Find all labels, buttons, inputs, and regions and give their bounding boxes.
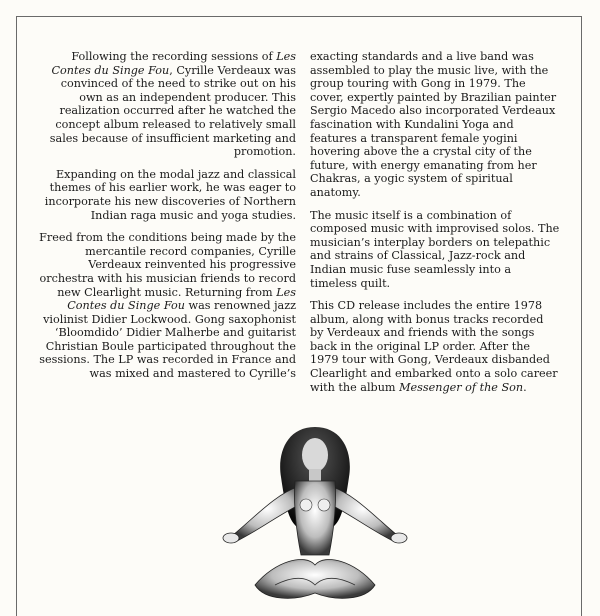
left-paragraph-3: Freed from the conditions being made by the mercantile record companies, Cyrille Verdeaux reinvented his progressive orchestra with his musician friends to record new Clearlight music. Returning from Les Contes du Singe Fou was renowned jazz violinist Didier Lockwood. Gong saxophonist ‘Bloomdido’ Didier Malherbe and guitarist Christian Boule participated throughout the sessions. The LP was recorded in France and was mixed and mastered to Cyrille’s bbox=[39, 231, 296, 381]
italic-title: Les Contes du Singe Fou bbox=[67, 285, 296, 313]
right-paragraph-2: The music itself is a combination of composed music with improvised solos. The musician’s interplay borders on telepathic and strains of Classical, Jazz-rock and Indian music fuse seamlessly into a timeless quilt. bbox=[310, 208, 560, 290]
meditating-yogini-icon bbox=[215, 425, 415, 605]
left-text-column bbox=[38, 50, 296, 390]
left-paragraph-2: Expanding on the modal jazz and classical themes of his earlier work, he was eager to incorporate his new discoveries of Northern Indian raga music and yoga studies. bbox=[44, 167, 296, 222]
right-paragraph-3: This CD release includes the entire 1978 album, along with bonus tracks recorded by Verdeaux and friends with the songs back in the original LP order. After the 1979 tour with Gong, Verdeaux disbanded Clearlight and embarked onto a solo career with the album Messenger of the Son. bbox=[310, 299, 558, 394]
left-paragraph-1: Following the recording sessions of Les Contes du Singe Fou, Cyrille Verdeaux was convinced of the need to strike out on his own as an independent producer. This realization occurred after he watched the concept album released to relatively small sales because of insufficient marketing and promotion. bbox=[49, 50, 296, 159]
right-paragraph-1: exacting standards and a live band was assembled to play the music live, with the group touring with Gong in 1979. The cover, expertly painted by Brazilian painter Sergio Macedo also incorporated Verdeaux fascination with Kundalini Yoga and features a transparent female yogini hovering above the a crystal city of the future, with energy emanating from her Chakras, a yogic system of spiritual anatomy. bbox=[310, 50, 557, 199]
italic-title: Les Contes du Singe Fou bbox=[51, 50, 296, 77]
right-text-column bbox=[310, 50, 560, 403]
italic-title: Messenger of the Son bbox=[399, 380, 524, 394]
